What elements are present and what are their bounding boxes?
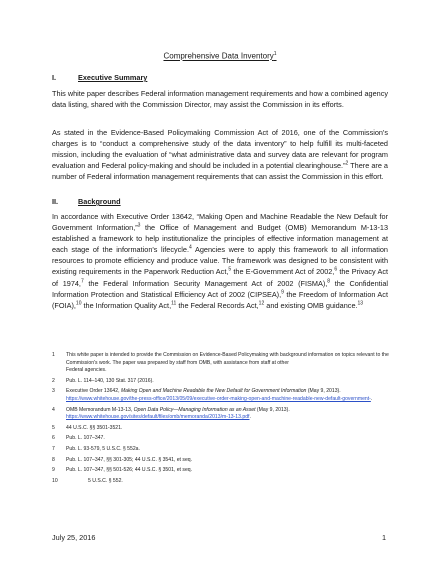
page-number: 1 — [382, 533, 387, 542]
footnote-mark: 7 — [52, 445, 55, 452]
footnote-continuation: Federal agencies. — [66, 367, 107, 374]
paragraph-text: the Confidential Information Protection and Statistical Efficiency Act of 2002 (CIPSEA), — [52, 278, 388, 299]
footnote-ref[interactable]: 10 — [75, 300, 82, 307]
footnote-mark: 5 — [52, 424, 55, 431]
section-title: Executive Summary — [78, 73, 148, 82]
footer-date: July 25, 2016 — [52, 533, 96, 542]
footnote-item — [52, 457, 392, 465]
footnote-ref[interactable]: 13 — [357, 300, 364, 307]
footnote-text: Pub. L. 93-579, 5 U.S.C. § 552a. — [66, 445, 140, 452]
footnote-title: Open Data Policy—Managing Information as an Asset — [133, 406, 256, 413]
footnote-item — [52, 435, 392, 443]
footnote-text: Pub. L. 107–347. — [66, 435, 105, 442]
footnote-text: This white paper is intended to provide the Commission on Evidence-Based Policymaking with background information on topics relevant to the Commission's work. The paper was prepared by staff from OMB, with assistance from staff at other — [66, 352, 389, 366]
paragraph-text: In accordance with Executive Order 13642, “Making Open and Machine Readable the New Default for Government Information,” — [52, 212, 388, 233]
footnote-ref[interactable]: 1 — [273, 51, 277, 57]
footnote-item — [52, 425, 392, 433]
footnote-ref[interactable]: 3 — [137, 222, 141, 229]
footnote-item — [52, 352, 392, 367]
footnote-item — [52, 407, 392, 422]
footnote-ref[interactable]: 7 — [80, 278, 84, 285]
footnote-mark: 10 — [52, 477, 58, 484]
footnote-text: . — [370, 395, 373, 402]
footnote-mark: 4 — [52, 406, 55, 413]
footnote-item — [52, 378, 392, 386]
paragraph-text: the Office of Management and Budget (OMB) Memorandum M-13-13 established a framework to help institutionalize the principles of effective information management at each stage of the information's lifecycle. — [52, 223, 388, 255]
section-title: Background — [78, 197, 121, 206]
footnote-item — [52, 446, 392, 454]
footnote-text: (May 9, 2013). — [306, 388, 341, 395]
footnote-ref[interactable]: 9 — [281, 289, 284, 296]
footnote-item — [52, 467, 392, 475]
paragraph-text: Agencies were to apply this framework to all information resources to promote efficiency and produce value. The framework was designed to be consistent with existing requirements in the Paperwork Reduction Act, — [52, 245, 388, 277]
footnote-text: . — [249, 414, 251, 421]
paragraph-background — [52, 211, 388, 311]
section-heading-executive-summary — [52, 73, 147, 82]
section-number: I. — [52, 73, 57, 82]
footnote-link[interactable]: https://www.whitehouse.gov/the-press-office/2013/05/09/executive-order-making-open-and-machine-readable-new-default-government- — [66, 395, 371, 402]
footnote-ref[interactable]: 6 — [334, 267, 338, 274]
footnote-text — [66, 407, 392, 422]
footnote-text: 5 U.S.C. § 552. — [88, 477, 123, 484]
paragraph-text: the Information Quality Act, — [81, 300, 172, 310]
paragraph-text: the Freedom of Information Act (FOIA), — [52, 289, 388, 310]
section-number: II. — [52, 197, 59, 206]
paragraph-text: There are a number of Federal information management requirements that can assist the Commission in this effort. — [52, 161, 388, 182]
paragraph-summary-2 — [52, 127, 388, 182]
paragraph-text: As stated in the Evidence-Based Policymaking Commission Act of 2016, one of the Commission's charges is to “conduct a comprehensive study of the data inventory” to help fulfill its multi-faceted mission, including the evaluation of “what administrative data and survey data are relevant for program evaluation and Federal policy-making and should be included in a potential clearinghouse.” — [52, 128, 388, 171]
footnote-ref[interactable]: 8 — [327, 278, 331, 285]
footnote-text: 44 U.S.C. §§ 3501-3521. — [66, 424, 123, 431]
footnote-text: Executive Order 13642, — [66, 388, 121, 395]
footnote-title: Making Open and Machine Readable the New Default for Government Information — [120, 388, 307, 395]
footnote-mark: 6 — [52, 435, 55, 442]
footnotes — [52, 352, 392, 488]
footnote-text: Pub. L. 107–347, §§ 301-305; 44 U.S.C. § 3541, et seq. — [66, 456, 193, 463]
footnote-ref[interactable]: 11 — [171, 300, 177, 307]
section-heading-background — [52, 197, 121, 206]
paragraph-text: the E-Government Act of 2002, — [231, 267, 335, 277]
footnote-mark: 1 — [52, 352, 55, 358]
footnote-mark: 2 — [52, 377, 55, 384]
page-title — [0, 51, 440, 61]
footnote-ref[interactable]: 12 — [258, 300, 265, 307]
footnote-text: OMB Memorandum M-13-13, — [66, 406, 134, 413]
title-text: Comprehensive Data Inventory — [163, 51, 274, 61]
footnote-link[interactable]: https://www.whitehouse.gov/sites/default/files/omb/memoranda/2013/m-13-13.pdf — [66, 414, 250, 421]
footnote-mark: 3 — [52, 388, 55, 395]
footnote-ref[interactable]: 4 — [189, 244, 192, 251]
paragraph-summary-1: This white paper describes Federal information management requirements and how a combined agency data listing, shared with the Commission Director, may assist the Commission in its efforts. — [52, 89, 388, 110]
paragraph-text: the Federal Records Act, — [176, 300, 259, 310]
footnote-text: Pub. L. 107–347, §§ 501-526; 44 U.S.C. § 3501, et seq. — [66, 467, 193, 474]
footnote-item — [52, 388, 392, 403]
paragraph-text: the Privacy Act of 1974, — [52, 267, 388, 288]
footnote-text: Pub. L. 114–140, 130 Stat. 317 (2016). — [66, 377, 154, 384]
footnote-text: (May 9, 2013). — [255, 406, 290, 413]
footnote-mark: 8 — [52, 456, 55, 463]
footnote-ref[interactable]: 5 — [228, 267, 232, 274]
footnote-mark: 9 — [52, 467, 55, 474]
footnote-item — [52, 478, 392, 486]
paragraph-text: the Federal Information Security Management Act of 2002 (FISMA), — [83, 278, 328, 288]
footnote-ref[interactable]: 2 — [345, 160, 349, 167]
paragraph-text: and existing OMB guidance. — [264, 300, 358, 310]
footnote-text — [66, 388, 392, 403]
